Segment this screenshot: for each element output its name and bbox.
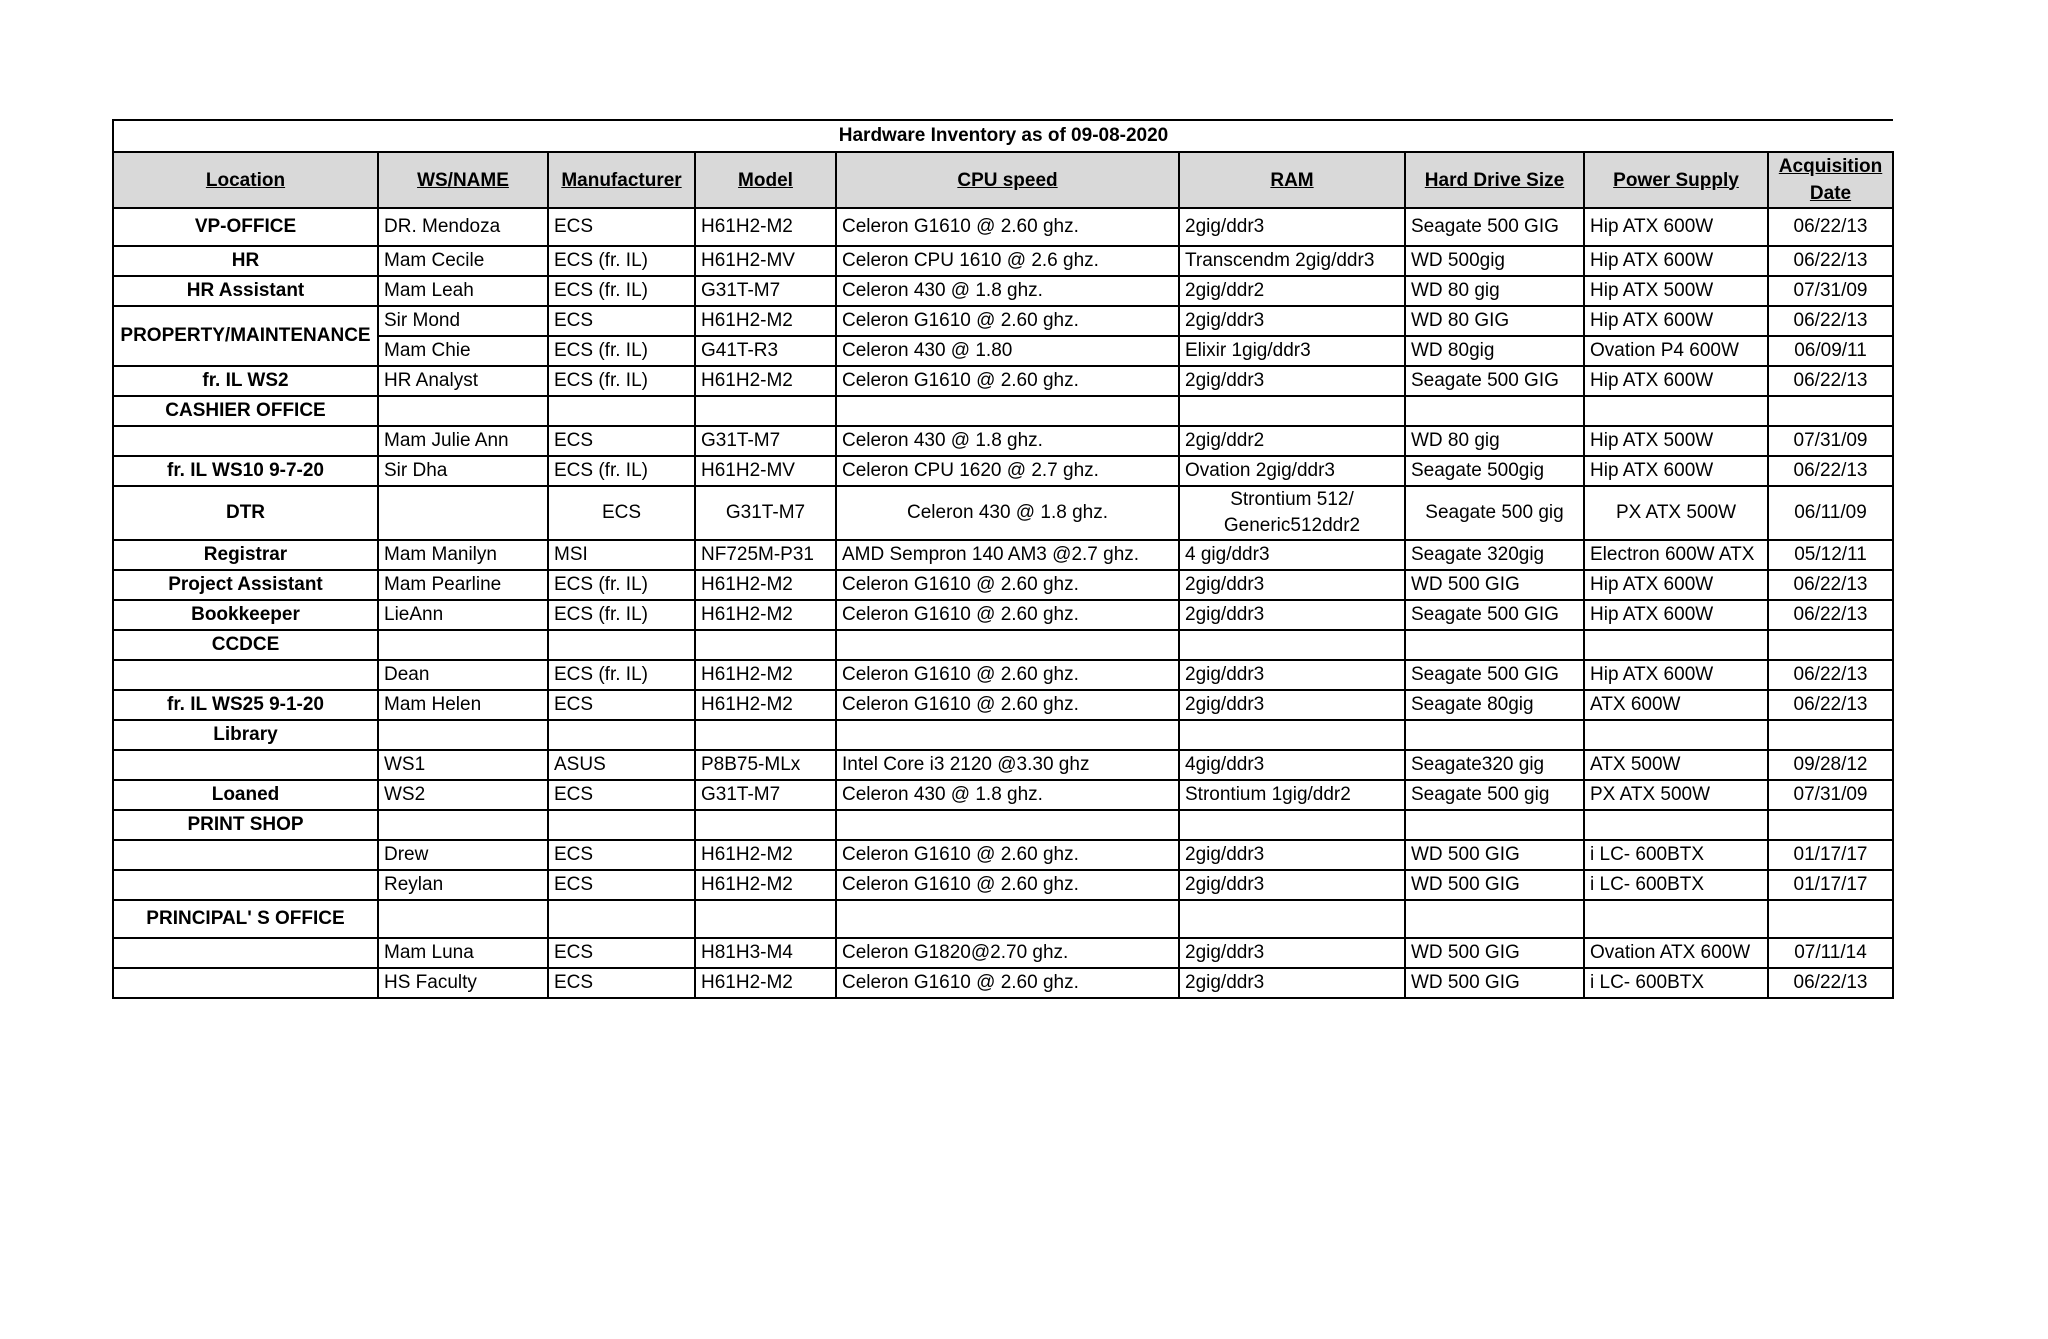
cpu-speed-cell: Celeron G1610 @ 2.60 ghz. bbox=[836, 306, 1179, 336]
ram-cell: 2gig/ddr3 bbox=[1179, 870, 1405, 900]
hard-drive-cell: Seagate 320gig bbox=[1405, 540, 1584, 570]
model-cell: H61H2-M2 bbox=[695, 840, 836, 870]
table-row bbox=[113, 276, 1893, 306]
ws-name-cell: Drew bbox=[378, 840, 548, 870]
acquisition-date-cell bbox=[1768, 630, 1893, 660]
location-cell bbox=[113, 870, 378, 900]
hard-drive-cell: WD 80 gig bbox=[1405, 276, 1584, 306]
power-supply-cell bbox=[1584, 720, 1768, 750]
acquisition-date-cell: 06/22/13 bbox=[1768, 366, 1893, 396]
power-supply-cell: Ovation ATX 600W bbox=[1584, 938, 1768, 968]
acquisition-date-cell: 07/31/09 bbox=[1768, 426, 1893, 456]
hard-drive-cell bbox=[1405, 900, 1584, 938]
acquisition-date-cell bbox=[1768, 900, 1893, 938]
ram-cell bbox=[1179, 720, 1405, 750]
ws-name-cell: DR. Mendoza bbox=[378, 208, 548, 246]
ws-name-cell: WS2 bbox=[378, 780, 548, 810]
model-cell: G31T-M7 bbox=[695, 276, 836, 306]
hard-drive-cell: Seagate 500 gig bbox=[1405, 780, 1584, 810]
ws-name-cell bbox=[378, 720, 548, 750]
ram-cell: 2gig/ddr3 bbox=[1179, 366, 1405, 396]
power-supply-cell: Hip ATX 600W bbox=[1584, 366, 1768, 396]
table-row bbox=[113, 870, 1893, 900]
cpu-speed-cell: Celeron G1610 @ 2.60 ghz. bbox=[836, 968, 1179, 998]
cpu-speed-cell: Celeron G1610 @ 2.60 ghz. bbox=[836, 208, 1179, 246]
location-cell: Bookkeeper bbox=[113, 600, 378, 630]
hard-drive-cell: Seagate 500 gig bbox=[1405, 486, 1584, 540]
model-cell: H61H2-M2 bbox=[695, 366, 836, 396]
cpu-speed-cell bbox=[836, 630, 1179, 660]
acquisition-date-cell: 01/17/17 bbox=[1768, 840, 1893, 870]
ws-name-cell: Mam Julie Ann bbox=[378, 426, 548, 456]
table-row bbox=[113, 570, 1893, 600]
location-cell: Loaned bbox=[113, 780, 378, 810]
manufacturer-cell: ECS (fr. IL) bbox=[548, 600, 695, 630]
hard-drive-cell: Seagate 500gig bbox=[1405, 456, 1584, 486]
cpu-speed-cell: Celeron G1610 @ 2.60 ghz. bbox=[836, 660, 1179, 690]
model-cell: H61H2-M2 bbox=[695, 690, 836, 720]
location-cell bbox=[113, 750, 378, 780]
hard-drive-cell: WD 500 GIG bbox=[1405, 968, 1584, 998]
manufacturer-cell bbox=[548, 900, 695, 938]
power-supply-cell: Hip ATX 600W bbox=[1584, 600, 1768, 630]
acquisition-date-cell bbox=[1768, 720, 1893, 750]
ws-name-cell bbox=[378, 810, 548, 840]
ram-cell: 4 gig/ddr3 bbox=[1179, 540, 1405, 570]
location-cell: Library bbox=[113, 720, 378, 750]
power-supply-cell bbox=[1584, 630, 1768, 660]
ram-cell bbox=[1179, 900, 1405, 938]
model-cell bbox=[695, 900, 836, 938]
acquisition-date-cell: 09/28/12 bbox=[1768, 750, 1893, 780]
ws-name-cell: Mam Manilyn bbox=[378, 540, 548, 570]
power-supply-cell: i LC- 600BTX bbox=[1584, 870, 1768, 900]
ws-name-cell: LieAnn bbox=[378, 600, 548, 630]
ram-cell: Strontium 1gig/ddr2 bbox=[1179, 780, 1405, 810]
hard-drive-cell bbox=[1405, 630, 1584, 660]
manufacturer-cell: ECS (fr. IL) bbox=[548, 276, 695, 306]
hardware-inventory-table bbox=[112, 119, 1894, 999]
location-cell: Project Assistant bbox=[113, 570, 378, 600]
manufacturer-cell: ECS bbox=[548, 840, 695, 870]
table-row bbox=[113, 810, 1893, 840]
header-hard-drive-size: Hard Drive Size bbox=[1405, 152, 1584, 208]
hard-drive-cell: WD 80 GIG bbox=[1405, 306, 1584, 336]
header-location: Location bbox=[113, 152, 378, 208]
table-row bbox=[113, 900, 1893, 938]
cpu-speed-cell bbox=[836, 810, 1179, 840]
manufacturer-cell: ECS bbox=[548, 780, 695, 810]
model-cell: G31T-M7 bbox=[695, 486, 836, 540]
location-cell bbox=[113, 426, 378, 456]
ram-cell: Elixir 1gig/ddr3 bbox=[1179, 336, 1405, 366]
power-supply-cell: Hip ATX 500W bbox=[1584, 426, 1768, 456]
cpu-speed-cell: Celeron 430 @ 1.8 ghz. bbox=[836, 276, 1179, 306]
ram-cell: 2gig/ddr3 bbox=[1179, 570, 1405, 600]
manufacturer-cell: ECS (fr. IL) bbox=[548, 246, 695, 276]
cpu-speed-cell: Celeron 430 @ 1.80 bbox=[836, 336, 1179, 366]
cpu-speed-cell: Celeron G1610 @ 2.60 ghz. bbox=[836, 870, 1179, 900]
power-supply-cell: i LC- 600BTX bbox=[1584, 968, 1768, 998]
cpu-speed-cell: Celeron 430 @ 1.8 ghz. bbox=[836, 780, 1179, 810]
model-cell: H61H2-MV bbox=[695, 246, 836, 276]
location-cell: fr. IL WS10 9-7-20 bbox=[113, 456, 378, 486]
manufacturer-cell: ECS (fr. IL) bbox=[548, 570, 695, 600]
header-ws-name: WS/NAME bbox=[378, 152, 548, 208]
power-supply-cell: Hip ATX 600W bbox=[1584, 208, 1768, 246]
manufacturer-cell: ECS bbox=[548, 870, 695, 900]
location-cell: HR Assistant bbox=[113, 276, 378, 306]
manufacturer-cell: ECS bbox=[548, 208, 695, 246]
acquisition-date-cell: 06/22/13 bbox=[1768, 690, 1893, 720]
power-supply-cell: Hip ATX 600W bbox=[1584, 306, 1768, 336]
acquisition-date-cell: 06/22/13 bbox=[1768, 246, 1893, 276]
manufacturer-cell: ECS bbox=[548, 426, 695, 456]
power-supply-cell: Hip ATX 600W bbox=[1584, 456, 1768, 486]
acquisition-date-cell: 07/11/14 bbox=[1768, 938, 1893, 968]
location-cell: PROPERTY/MAINTENANCE bbox=[113, 306, 378, 366]
table-row bbox=[113, 660, 1893, 690]
ws-name-cell bbox=[378, 900, 548, 938]
model-cell: H61H2-M2 bbox=[695, 306, 836, 336]
hard-drive-cell: WD 500 GIG bbox=[1405, 840, 1584, 870]
header-row bbox=[113, 152, 1893, 208]
table-row bbox=[113, 336, 1893, 366]
acquisition-date-cell: 06/09/11 bbox=[1768, 336, 1893, 366]
manufacturer-cell: MSI bbox=[548, 540, 695, 570]
location-cell: CASHIER OFFICE bbox=[113, 396, 378, 426]
hard-drive-cell: Seagate 500 GIG bbox=[1405, 208, 1584, 246]
manufacturer-cell: ASUS bbox=[548, 750, 695, 780]
location-cell bbox=[113, 660, 378, 690]
manufacturer-cell bbox=[548, 396, 695, 426]
ws-name-cell: Dean bbox=[378, 660, 548, 690]
acquisition-date-cell: 07/31/09 bbox=[1768, 276, 1893, 306]
power-supply-cell: Hip ATX 600W bbox=[1584, 570, 1768, 600]
hard-drive-cell: Seagate 500 GIG bbox=[1405, 660, 1584, 690]
acquisition-date-cell: 06/22/13 bbox=[1768, 570, 1893, 600]
hard-drive-cell: WD 500 GIG bbox=[1405, 938, 1584, 968]
ram-cell: 4gig/ddr3 bbox=[1179, 750, 1405, 780]
cpu-speed-cell: Celeron G1610 @ 2.60 ghz. bbox=[836, 600, 1179, 630]
location-cell: PRINCIPAL' S OFFICE bbox=[113, 900, 378, 938]
table-row bbox=[113, 426, 1893, 456]
header-power-supply: Power Supply bbox=[1584, 152, 1768, 208]
model-cell: H81H3-M4 bbox=[695, 938, 836, 968]
model-cell: P8B75-MLx bbox=[695, 750, 836, 780]
manufacturer-cell: ECS bbox=[548, 690, 695, 720]
cpu-speed-cell: AMD Sempron 140 AM3 @2.7 ghz. bbox=[836, 540, 1179, 570]
acquisition-date-cell: 05/12/11 bbox=[1768, 540, 1893, 570]
ws-name-cell: Mam Luna bbox=[378, 938, 548, 968]
table-title: Hardware Inventory as of 09-08-2020 bbox=[113, 120, 1893, 152]
ram-cell bbox=[1179, 396, 1405, 426]
acquisition-date-cell: 06/22/13 bbox=[1768, 968, 1893, 998]
hard-drive-cell: WD 500gig bbox=[1405, 246, 1584, 276]
ram-cell bbox=[1179, 630, 1405, 660]
acquisition-date-cell bbox=[1768, 810, 1893, 840]
table-row bbox=[113, 246, 1893, 276]
ws-name-cell: Mam Chie bbox=[378, 336, 548, 366]
power-supply-cell: Hip ATX 600W bbox=[1584, 660, 1768, 690]
model-cell: H61H2-M2 bbox=[695, 208, 836, 246]
ram-cell: Ovation 2gig/ddr3 bbox=[1179, 456, 1405, 486]
model-cell bbox=[695, 630, 836, 660]
location-cell: fr. IL WS2 bbox=[113, 366, 378, 396]
table-row bbox=[113, 968, 1893, 998]
ws-name-cell bbox=[378, 486, 548, 540]
hard-drive-cell bbox=[1405, 720, 1584, 750]
acquisition-date-cell: 06/22/13 bbox=[1768, 456, 1893, 486]
table-row bbox=[113, 396, 1893, 426]
ram-cell: 2gig/ddr3 bbox=[1179, 600, 1405, 630]
location-cell: CCDCE bbox=[113, 630, 378, 660]
ram-cell: 2gig/ddr3 bbox=[1179, 840, 1405, 870]
table-row bbox=[113, 630, 1893, 660]
ram-cell: 2gig/ddr3 bbox=[1179, 690, 1405, 720]
ws-name-cell: Sir Dha bbox=[378, 456, 548, 486]
hard-drive-cell: Seagate320 gig bbox=[1405, 750, 1584, 780]
model-cell: H61H2-M2 bbox=[695, 968, 836, 998]
ws-name-cell: Mam Cecile bbox=[378, 246, 548, 276]
model-cell: G41T-R3 bbox=[695, 336, 836, 366]
manufacturer-cell: ECS (fr. IL) bbox=[548, 660, 695, 690]
hard-drive-cell: WD 80 gig bbox=[1405, 426, 1584, 456]
hard-drive-cell: Seagate 500 GIG bbox=[1405, 600, 1584, 630]
acquisition-date-cell bbox=[1768, 396, 1893, 426]
manufacturer-cell bbox=[548, 630, 695, 660]
ram-cell: 2gig/ddr2 bbox=[1179, 426, 1405, 456]
power-supply-cell bbox=[1584, 396, 1768, 426]
power-supply-cell: Hip ATX 500W bbox=[1584, 276, 1768, 306]
ram-cell: 2gig/ddr3 bbox=[1179, 938, 1405, 968]
cpu-speed-cell bbox=[836, 396, 1179, 426]
header-acquisition-date: Acquisition Date bbox=[1768, 152, 1893, 208]
power-supply-cell: Hip ATX 600W bbox=[1584, 246, 1768, 276]
ram-cell: Transcendm 2gig/ddr3 bbox=[1179, 246, 1405, 276]
header-ram: RAM bbox=[1179, 152, 1405, 208]
model-cell bbox=[695, 720, 836, 750]
location-cell: DTR bbox=[113, 486, 378, 540]
table-row bbox=[113, 208, 1893, 246]
header-model: Model bbox=[695, 152, 836, 208]
manufacturer-cell: ECS bbox=[548, 968, 695, 998]
table-row bbox=[113, 750, 1893, 780]
ws-name-cell: HS Faculty bbox=[378, 968, 548, 998]
power-supply-cell: PX ATX 500W bbox=[1584, 486, 1768, 540]
model-cell: G31T-M7 bbox=[695, 780, 836, 810]
location-cell: fr. IL WS25 9-1-20 bbox=[113, 690, 378, 720]
hard-drive-cell bbox=[1405, 810, 1584, 840]
power-supply-cell: Ovation P4 600W bbox=[1584, 336, 1768, 366]
cpu-speed-cell: Celeron CPU 1610 @ 2.6 ghz. bbox=[836, 246, 1179, 276]
model-cell: H61H2-M2 bbox=[695, 870, 836, 900]
cpu-speed-cell: Celeron 430 @ 1.8 ghz. bbox=[836, 486, 1179, 540]
header-cpu-speed: CPU speed bbox=[836, 152, 1179, 208]
cpu-speed-cell: Celeron G1610 @ 2.60 ghz. bbox=[836, 570, 1179, 600]
cpu-speed-cell: Celeron CPU 1620 @ 2.7 ghz. bbox=[836, 456, 1179, 486]
power-supply-cell: ATX 500W bbox=[1584, 750, 1768, 780]
cpu-speed-cell: Celeron G1610 @ 2.60 ghz. bbox=[836, 690, 1179, 720]
acquisition-date-cell: 06/22/13 bbox=[1768, 306, 1893, 336]
manufacturer-cell: ECS (fr. IL) bbox=[548, 366, 695, 396]
table-row bbox=[113, 690, 1893, 720]
location-cell: Registrar bbox=[113, 540, 378, 570]
acquisition-date-cell: 06/22/13 bbox=[1768, 600, 1893, 630]
manufacturer-cell: ECS bbox=[548, 486, 695, 540]
ram-cell: 2gig/ddr3 bbox=[1179, 660, 1405, 690]
ws-name-cell: Reylan bbox=[378, 870, 548, 900]
hard-drive-cell bbox=[1405, 396, 1584, 426]
power-supply-cell: PX ATX 500W bbox=[1584, 780, 1768, 810]
location-cell bbox=[113, 938, 378, 968]
table-row bbox=[113, 306, 1893, 336]
model-cell: G31T-M7 bbox=[695, 426, 836, 456]
location-cell bbox=[113, 968, 378, 998]
power-supply-cell bbox=[1584, 810, 1768, 840]
location-cell: HR bbox=[113, 246, 378, 276]
acquisition-date-cell: 06/22/13 bbox=[1768, 660, 1893, 690]
model-cell: NF725M-P31 bbox=[695, 540, 836, 570]
ram-cell: 2gig/ddr2 bbox=[1179, 276, 1405, 306]
ram-cell: 2gig/ddr3 bbox=[1179, 208, 1405, 246]
acquisition-date-cell: 01/17/17 bbox=[1768, 870, 1893, 900]
cpu-speed-cell: Celeron G1610 @ 2.60 ghz. bbox=[836, 840, 1179, 870]
power-supply-cell bbox=[1584, 900, 1768, 938]
ws-name-cell: HR Analyst bbox=[378, 366, 548, 396]
table-row bbox=[113, 540, 1893, 570]
acquisition-date-cell: 06/22/13 bbox=[1768, 208, 1893, 246]
location-cell bbox=[113, 840, 378, 870]
ws-name-cell: Mam Helen bbox=[378, 690, 548, 720]
header-manufacturer: Manufacturer bbox=[548, 152, 695, 208]
acquisition-date-cell: 06/11/09 bbox=[1768, 486, 1893, 540]
cpu-speed-cell: Celeron G1820@2.70 ghz. bbox=[836, 938, 1179, 968]
ws-name-cell: Mam Leah bbox=[378, 276, 548, 306]
ram-cell: Strontium 512/ Generic512ddr2 bbox=[1179, 486, 1405, 540]
table-row bbox=[113, 486, 1893, 540]
ram-cell bbox=[1179, 810, 1405, 840]
table-row bbox=[113, 600, 1893, 630]
power-supply-cell: ATX 600W bbox=[1584, 690, 1768, 720]
manufacturer-cell: ECS (fr. IL) bbox=[548, 456, 695, 486]
hard-drive-cell: Seagate 80gig bbox=[1405, 690, 1584, 720]
hard-drive-cell: WD 500 GIG bbox=[1405, 570, 1584, 600]
model-cell bbox=[695, 396, 836, 426]
manufacturer-cell: ECS bbox=[548, 306, 695, 336]
manufacturer-cell bbox=[548, 720, 695, 750]
hard-drive-cell: WD 500 GIG bbox=[1405, 870, 1584, 900]
ws-name-cell: WS1 bbox=[378, 750, 548, 780]
table-row bbox=[113, 456, 1893, 486]
ram-cell: 2gig/ddr3 bbox=[1179, 968, 1405, 998]
manufacturer-cell: ECS (fr. IL) bbox=[548, 336, 695, 366]
cpu-speed-cell: Celeron G1610 @ 2.60 ghz. bbox=[836, 366, 1179, 396]
ws-name-cell bbox=[378, 630, 548, 660]
ws-name-cell: Sir Mond bbox=[378, 306, 548, 336]
power-supply-cell: Electron 600W ATX bbox=[1584, 540, 1768, 570]
model-cell bbox=[695, 810, 836, 840]
model-cell: H61H2-MV bbox=[695, 456, 836, 486]
location-cell: PRINT SHOP bbox=[113, 810, 378, 840]
ws-name-cell bbox=[378, 396, 548, 426]
manufacturer-cell: ECS bbox=[548, 938, 695, 968]
hard-drive-cell: Seagate 500 GIG bbox=[1405, 366, 1584, 396]
cpu-speed-cell: Intel Core i3 2120 @3.30 ghz bbox=[836, 750, 1179, 780]
power-supply-cell: i LC- 600BTX bbox=[1584, 840, 1768, 870]
table-row bbox=[113, 780, 1893, 810]
table-row bbox=[113, 938, 1893, 968]
model-cell: H61H2-M2 bbox=[695, 570, 836, 600]
table-row bbox=[113, 720, 1893, 750]
table-row bbox=[113, 366, 1893, 396]
manufacturer-cell bbox=[548, 810, 695, 840]
cpu-speed-cell: Celeron 430 @ 1.8 ghz. bbox=[836, 426, 1179, 456]
hard-drive-cell: WD 80gig bbox=[1405, 336, 1584, 366]
acquisition-date-cell: 07/31/09 bbox=[1768, 780, 1893, 810]
cpu-speed-cell bbox=[836, 900, 1179, 938]
model-cell: H61H2-M2 bbox=[695, 600, 836, 630]
ws-name-cell: Mam Pearline bbox=[378, 570, 548, 600]
table-row bbox=[113, 840, 1893, 870]
ram-cell: 2gig/ddr3 bbox=[1179, 306, 1405, 336]
cpu-speed-cell bbox=[836, 720, 1179, 750]
location-cell: VP-OFFICE bbox=[113, 208, 378, 246]
model-cell: H61H2-M2 bbox=[695, 660, 836, 690]
